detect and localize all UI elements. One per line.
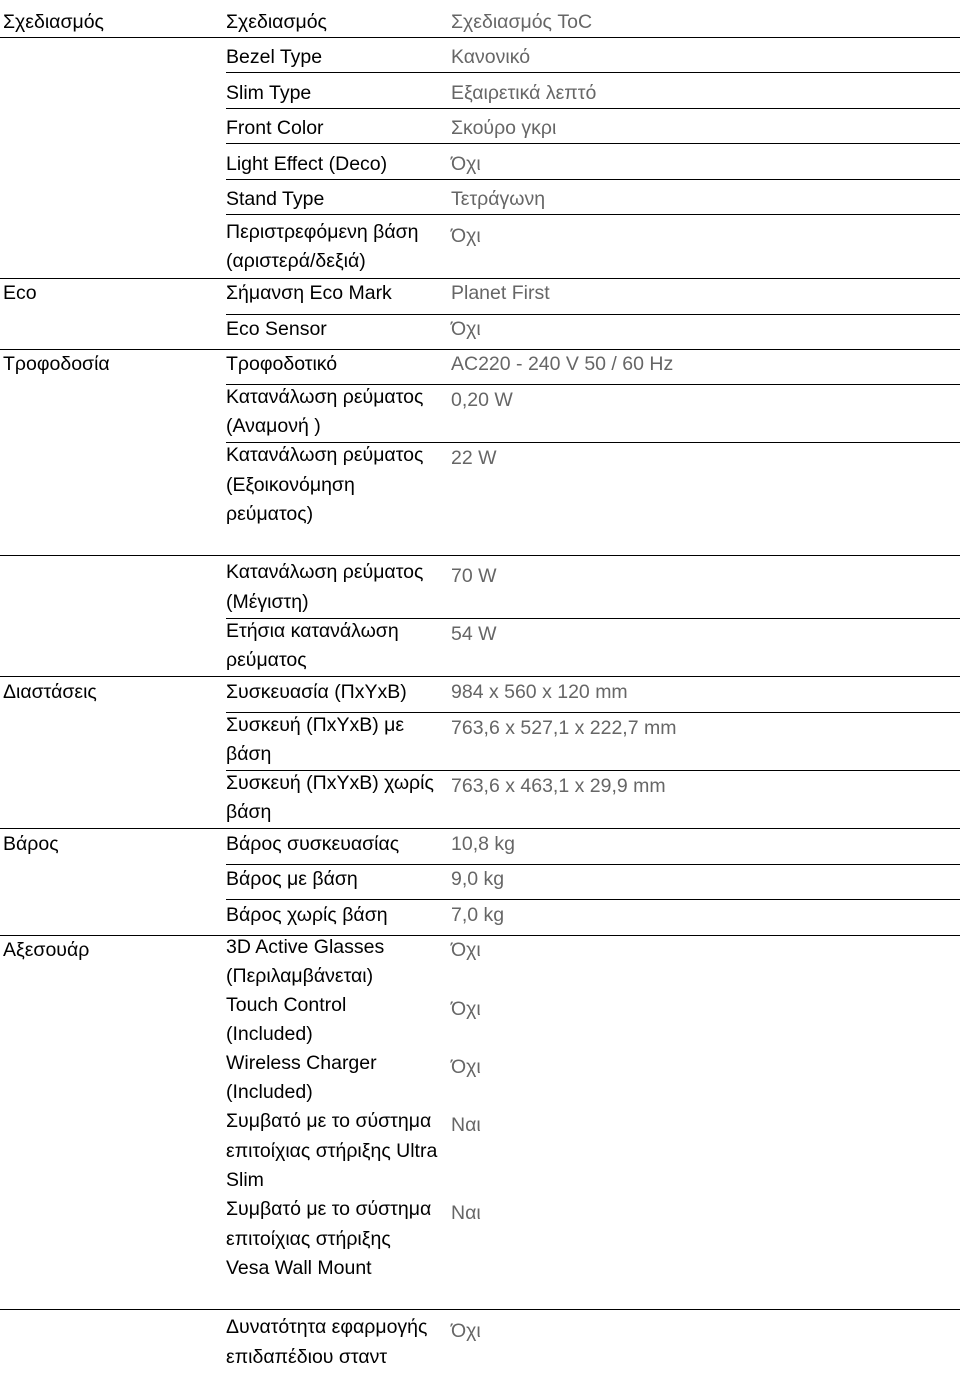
spec-value: 7,0 kg: [451, 904, 505, 926]
spec-value: Όχι: [451, 225, 481, 247]
spec-label: Βάρος με βάση: [226, 868, 358, 890]
spec-label: Περιστρεφόμενη βάση: [226, 221, 419, 243]
spec-value: 984 x 560 x 120 mm: [451, 681, 628, 703]
spec-label: Bezel Type: [226, 46, 323, 68]
spec-label: Βάρος συσκευασίας: [226, 833, 400, 855]
row-divider: [226, 214, 960, 215]
spec-label: Light Effect (Deco): [226, 153, 388, 175]
spec-value: Τετράγωνη: [451, 188, 546, 210]
spec-label-continued: (Μέγιστη): [226, 591, 309, 613]
spec-label: Σχεδιασμός: [226, 11, 327, 33]
spec-value: 54 W: [451, 623, 497, 645]
row-divider: [226, 143, 960, 144]
row-divider: [0, 555, 960, 556]
spec-value: 763,6 x 463,1 x 29,9 mm: [451, 775, 666, 797]
spec-value: Planet First: [451, 282, 550, 304]
spec-label-continued: (αριστερά/δεξιά): [226, 250, 366, 272]
spec-value: Κανονικό: [451, 46, 531, 68]
spec-value: 70 W: [451, 565, 497, 587]
spec-value: Όχι: [451, 939, 481, 961]
spec-value: Σχεδιασμός ToC: [451, 11, 593, 33]
spec-value: Όχι: [451, 1056, 481, 1078]
spec-value: 0,20 W: [451, 389, 513, 411]
spec-label: 3D Active Glasses: [226, 936, 385, 958]
spec-label-continued: επιτοίχιας στήριξης Ultra: [226, 1140, 438, 1162]
spec-label-continued: βάση: [226, 743, 272, 765]
spec-label-continued: (Αναμονή ): [226, 415, 321, 437]
spec-label-continued: ρεύματος: [226, 649, 307, 671]
spec-label: Slim Type: [226, 82, 312, 104]
spec-value: Όχι: [451, 1320, 481, 1342]
spec-value: Όχι: [451, 153, 481, 175]
spec-label-continued: (Included): [226, 1081, 313, 1103]
category-label: Τροφοδοσία: [3, 353, 110, 375]
spec-label-continued: ρεύματος): [226, 503, 314, 525]
spec-label: Συσκευή (ΠxΥxΒ) χωρίς: [226, 772, 434, 794]
row-divider: [226, 314, 960, 315]
spec-label: Βάρος χωρίς βάση: [226, 904, 388, 926]
row-divider: [0, 828, 960, 829]
spec-value: Εξαιρετικά λεπτό: [451, 82, 597, 104]
category-label: Αξεσουάρ: [3, 939, 90, 961]
spec-label: Συμβατό με το σύστημα: [226, 1198, 432, 1220]
spec-label-continued: Slim: [226, 1169, 264, 1191]
spec-label: Front Color: [226, 117, 324, 139]
spec-value: 763,6 x 527,1 x 222,7 mm: [451, 717, 677, 739]
spec-label: Συσκευασία (ΠxΥxΒ): [226, 681, 407, 703]
spec-value: AC220 - 240 V 50 / 60 Hz: [451, 353, 674, 375]
spec-value: 9,0 kg: [451, 868, 505, 890]
spec-value: Ναι: [451, 1114, 481, 1136]
category-label: Σχεδιασμός: [3, 11, 104, 33]
category-label: Διαστάσεις: [3, 681, 97, 703]
spec-label: Συσκευή (ΠxΥxΒ) με: [226, 714, 405, 736]
spec-value: 10,8 kg: [451, 833, 515, 855]
spec-value: Όχι: [451, 318, 481, 340]
spec-label-continued: (Περιλαμβάνεται): [226, 965, 374, 987]
spec-value: Όχι: [451, 998, 481, 1020]
spec-label-continued: Vesa Wall Mount: [226, 1257, 372, 1279]
row-divider: [0, 676, 960, 677]
category-label: Eco: [3, 282, 37, 304]
spec-label: Ετήσια κατανάλωση: [226, 620, 399, 642]
spec-label-continued: βάση: [226, 801, 272, 823]
spec-label-continued: (Included): [226, 1023, 313, 1045]
row-divider: [226, 72, 960, 73]
spec-label: Δυνατότητα εφαρμογής: [226, 1316, 428, 1338]
spec-label: Wireless Charger: [226, 1052, 377, 1074]
spec-value: 22 W: [451, 447, 497, 469]
spec-label: Συμβατό με το σύστημα: [226, 1110, 432, 1132]
spec-label: Stand Type: [226, 188, 325, 210]
row-divider: [226, 899, 960, 900]
category-label: Βάρος: [3, 833, 59, 855]
spec-label-continued: (Εξοικονόμηση: [226, 474, 355, 496]
spec-label: Κατανάλωση ρεύματος: [226, 444, 424, 466]
spec-label: Touch Control: [226, 994, 347, 1016]
spec-value: Σκούρο γκρι: [451, 117, 557, 139]
spec-label-continued: επιτοίχιας στήριξης: [226, 1228, 391, 1250]
spec-label: Σήμανση Eco Mark: [226, 282, 392, 304]
spec-label: Κατανάλωση ρεύματος: [226, 561, 424, 583]
spec-value: Ναι: [451, 1202, 481, 1224]
spec-label: Κατανάλωση ρεύματος: [226, 386, 424, 408]
spec-label: Τροφοδοτικό: [226, 353, 338, 375]
row-divider: [0, 1309, 960, 1310]
spec-label-continued: επιδαπέδιου σταντ: [226, 1346, 388, 1368]
spec-label: Eco Sensor: [226, 318, 327, 340]
